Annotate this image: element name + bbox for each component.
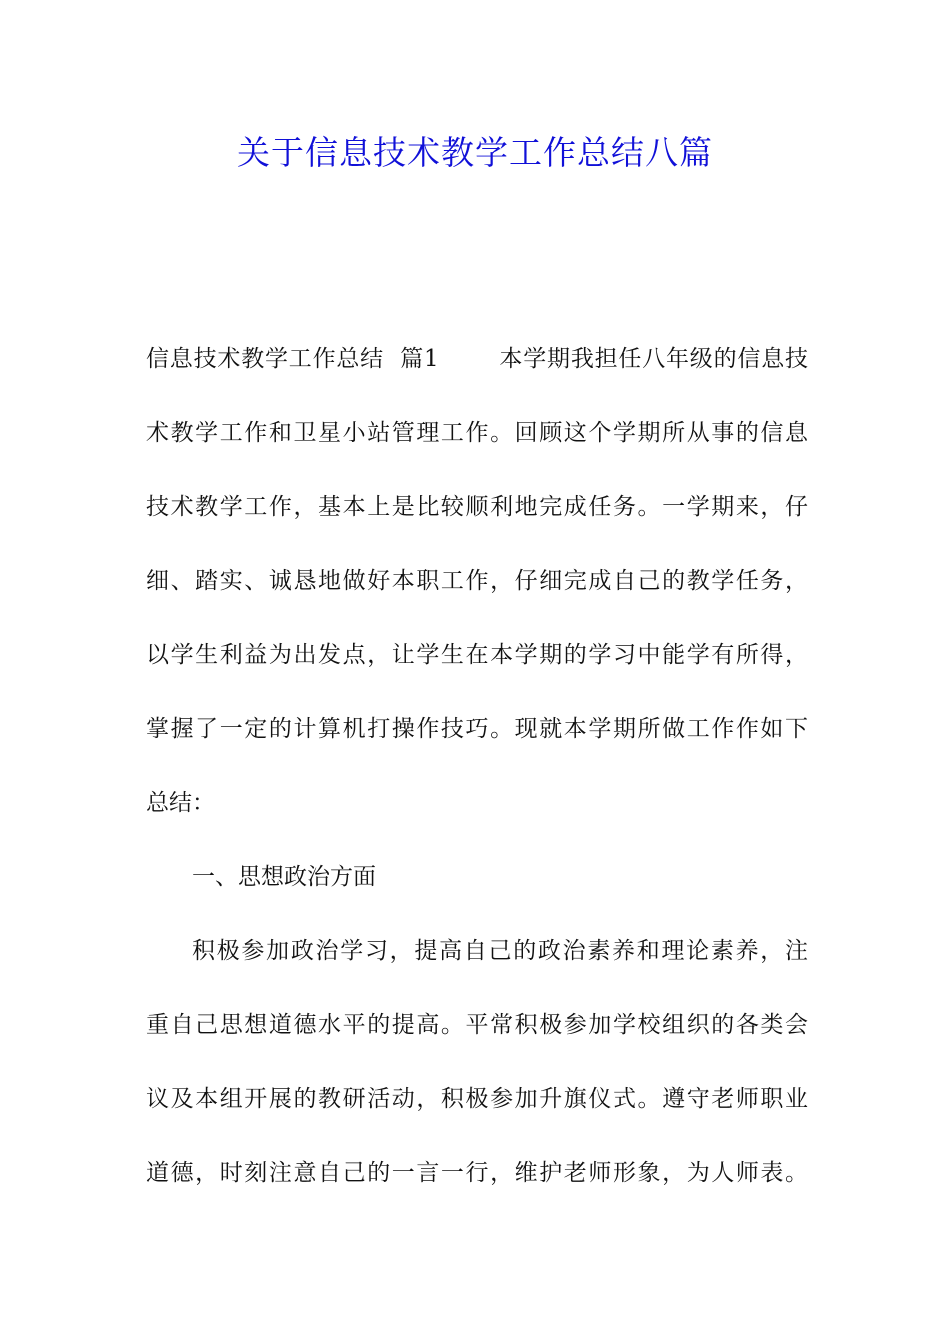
- body-line-9: 积极参加政治学习，提高自己的政治素养和理论素养，注: [192, 938, 808, 964]
- body-line-4: 细、踏实、诚恳地做好本职工作，仔细完成自己的教学任务，: [146, 568, 808, 594]
- body-line-12: 道德，时刻注意自己的一言一行，维护老师形象，为人师表。: [146, 1160, 808, 1186]
- section-subheading: 一、思想政治方面: [192, 864, 376, 890]
- body-line-11: 议及本组开展的教研活动，积极参加升旗仪式。遵守老师职业: [146, 1086, 808, 1112]
- body-line-10: 重自己思想道德水平的提高。平常积极参加学校组织的各类会: [146, 1012, 808, 1038]
- document-body: [146, 322, 808, 1210]
- document-title: 关于信息技术教学工作总结八篇: [237, 133, 713, 172]
- body-line-1: [146, 322, 808, 396]
- body-line-6: 掌握了一定的计算机打操作技巧。现就本学期所做工作作如下: [146, 716, 808, 742]
- body-line-2: 术教学工作和卫星小站管理工作。回顾这个学期所从事的信息: [146, 420, 808, 446]
- body-line-3: 技术教学工作，基本上是比较顺利地完成任务。一学期来，仔: [146, 494, 808, 520]
- section-heading: 信息技术教学工作总结 篇1: [146, 346, 439, 372]
- body-line-7: 总结：: [146, 790, 215, 816]
- body-line-5: 以学生利益为出发点，让学生在本学期的学习中能学有所得，: [146, 642, 808, 668]
- paragraph-text: 本学期我担任八年级的信息技: [498, 346, 808, 372]
